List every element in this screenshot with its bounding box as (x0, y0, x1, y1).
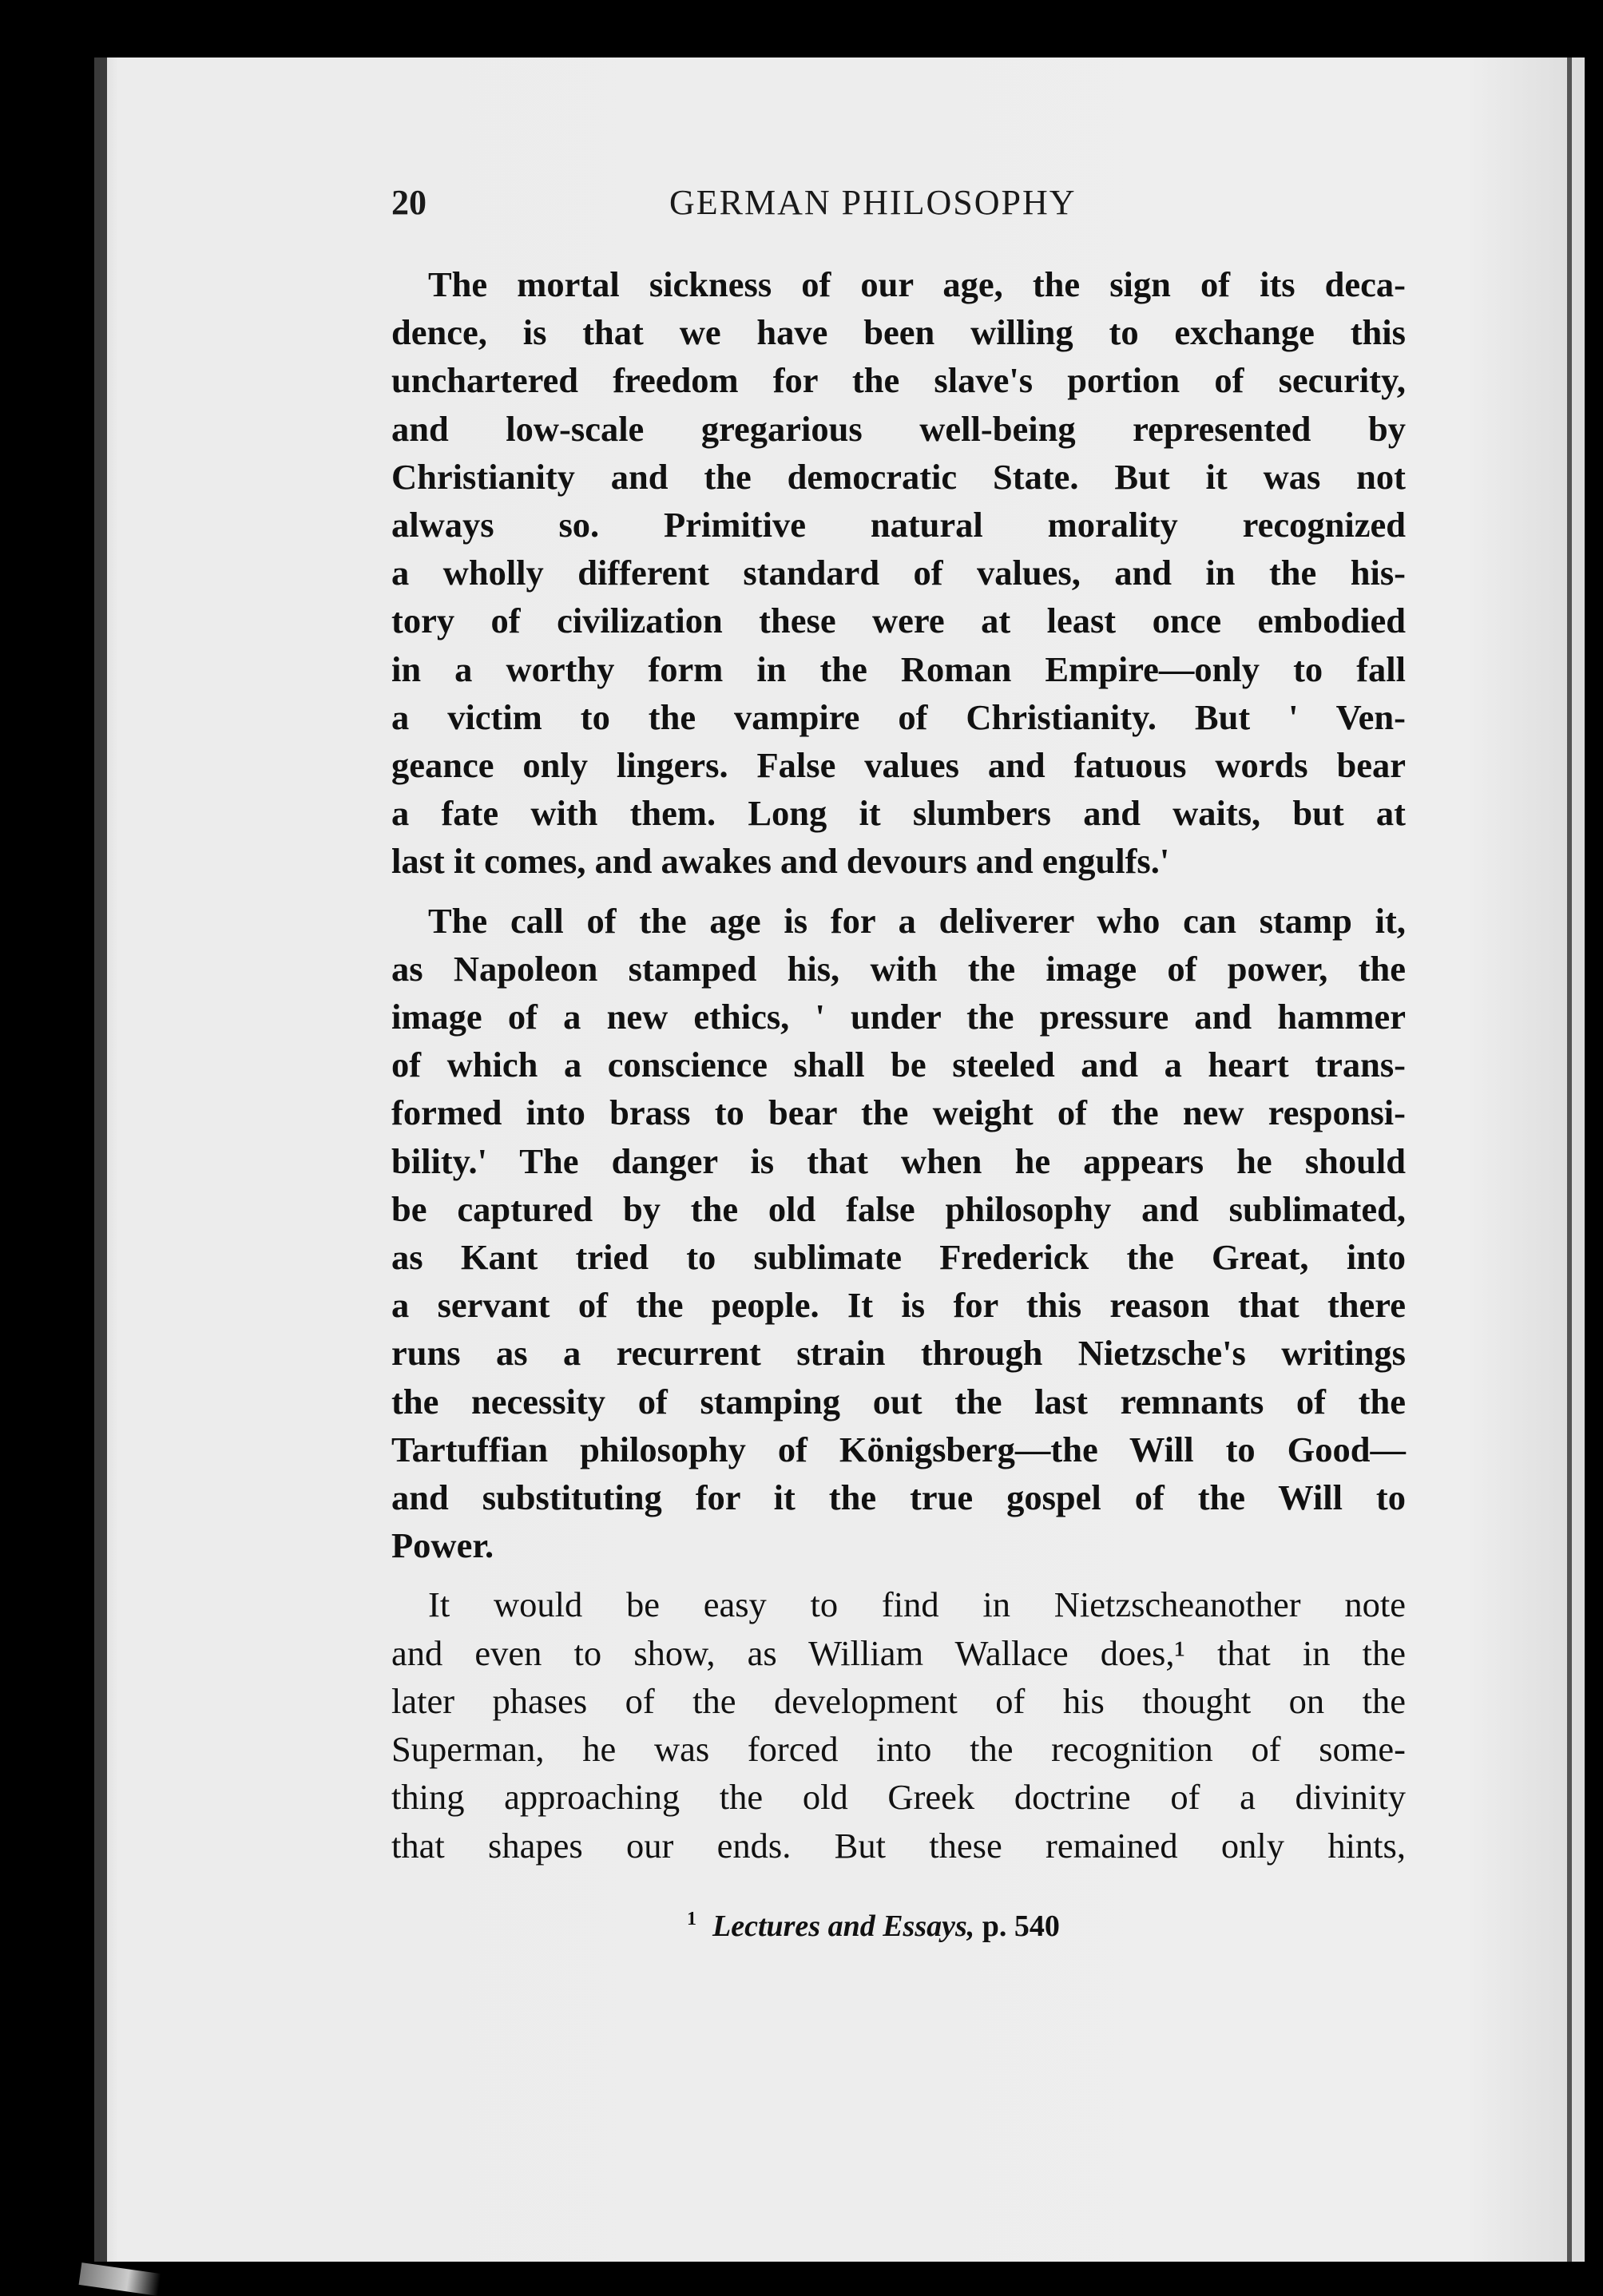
text-line: a wholly different standard of values, and in the his- (391, 553, 1406, 593)
footnote-title: Lectures and Essays, (712, 1909, 975, 1943)
footnote-page: p. 540 (982, 1909, 1060, 1943)
text-line: a servant of the people. It is for this reason that there (391, 1285, 1406, 1326)
page-edge (1567, 57, 1572, 2262)
footnote-mark: 1 (687, 1909, 696, 1930)
text-line: as Napoleon stamped his, with the image of power, the (391, 948, 1406, 989)
text-line: the necessity of stamping out the last remnants of the (391, 1381, 1406, 1422)
paragraph (391, 897, 1406, 1570)
text-line: runs as a recurrent strain through Nietzsche's writings (391, 1333, 1406, 1374)
text-line: that shapes our ends. But these remained only hints, (391, 1825, 1406, 1866)
text-line: The mortal sickness of our age, the sign of its deca- (428, 264, 1406, 304)
text-line: Tartuffian philosophy of Königsberg—the Will to Good— (391, 1429, 1406, 1469)
paragraph (391, 260, 1406, 886)
text-line: tory of civilization these were at least once embodied (391, 601, 1406, 641)
text-line: geance only lingers. False values and fatuous words bear (391, 745, 1406, 786)
text-line: a victim to the vampire of Christianity. But ' Ven- (391, 696, 1406, 737)
text-line: formed into brass to bear the weight of the new responsi- (391, 1092, 1406, 1133)
text-line: and substituting for it the true gospel of the Will to (391, 1477, 1406, 1518)
text-line: It would be easy to find in Nietzscheanother note (428, 1584, 1406, 1625)
text-line: and low-scale gregarious well-being represented by (391, 408, 1406, 449)
book-spine-shadow (94, 57, 107, 2262)
text-line: Superman, he was forced into the recognition of some- (391, 1729, 1406, 1770)
text-line: later phases of the development of his thought on the (391, 1680, 1406, 1721)
text-line: as Kant tried to sublimate Frederick the Great, into (391, 1237, 1406, 1278)
page-header (391, 182, 1446, 238)
paragraph (391, 1580, 1406, 1869)
text-line: in a worthy form in the Roman Empire—only to fall (391, 648, 1406, 689)
text-line: dence, is that we have been willing to exchange this (391, 312, 1406, 353)
text-line: a fate with them. Long it slumbers and waits, but at (391, 793, 1406, 834)
text-line: Christianity and the democratic State. But it was not (391, 456, 1406, 497)
text-line: thing approaching the old Greek doctrine of a divinity (391, 1777, 1406, 1818)
text-line: Power. (391, 1525, 494, 1566)
footnote (687, 1909, 1060, 1944)
running-head: GERMAN PHILOSOPHY (669, 183, 1077, 222)
page-number: 20 (391, 183, 427, 222)
scan-artifact (79, 2262, 161, 2296)
text-line: bility.' The danger is that when he appears he should (391, 1140, 1406, 1181)
text-line: The call of the age is for a deliverer who can stamp it, (428, 900, 1406, 941)
body-text (391, 260, 1406, 1870)
text-line: be captured by the old false philosophy and sublimated, (391, 1188, 1406, 1229)
text-line: always so. Primitive natural morality recognized (391, 505, 1406, 545)
text-line: image of a new ethics, ' under the pressure and hammer (391, 997, 1406, 1037)
text-line: and even to show, as William Wallace does,¹ that in the (391, 1632, 1406, 1673)
text-line: unchartered freedom for the slave's portion of security, (391, 360, 1406, 401)
text-line: of which a conscience shall be steeled and a heart trans- (391, 1045, 1406, 1085)
text-line: last it comes, and awakes and devours and engulfs.' (391, 841, 1170, 882)
